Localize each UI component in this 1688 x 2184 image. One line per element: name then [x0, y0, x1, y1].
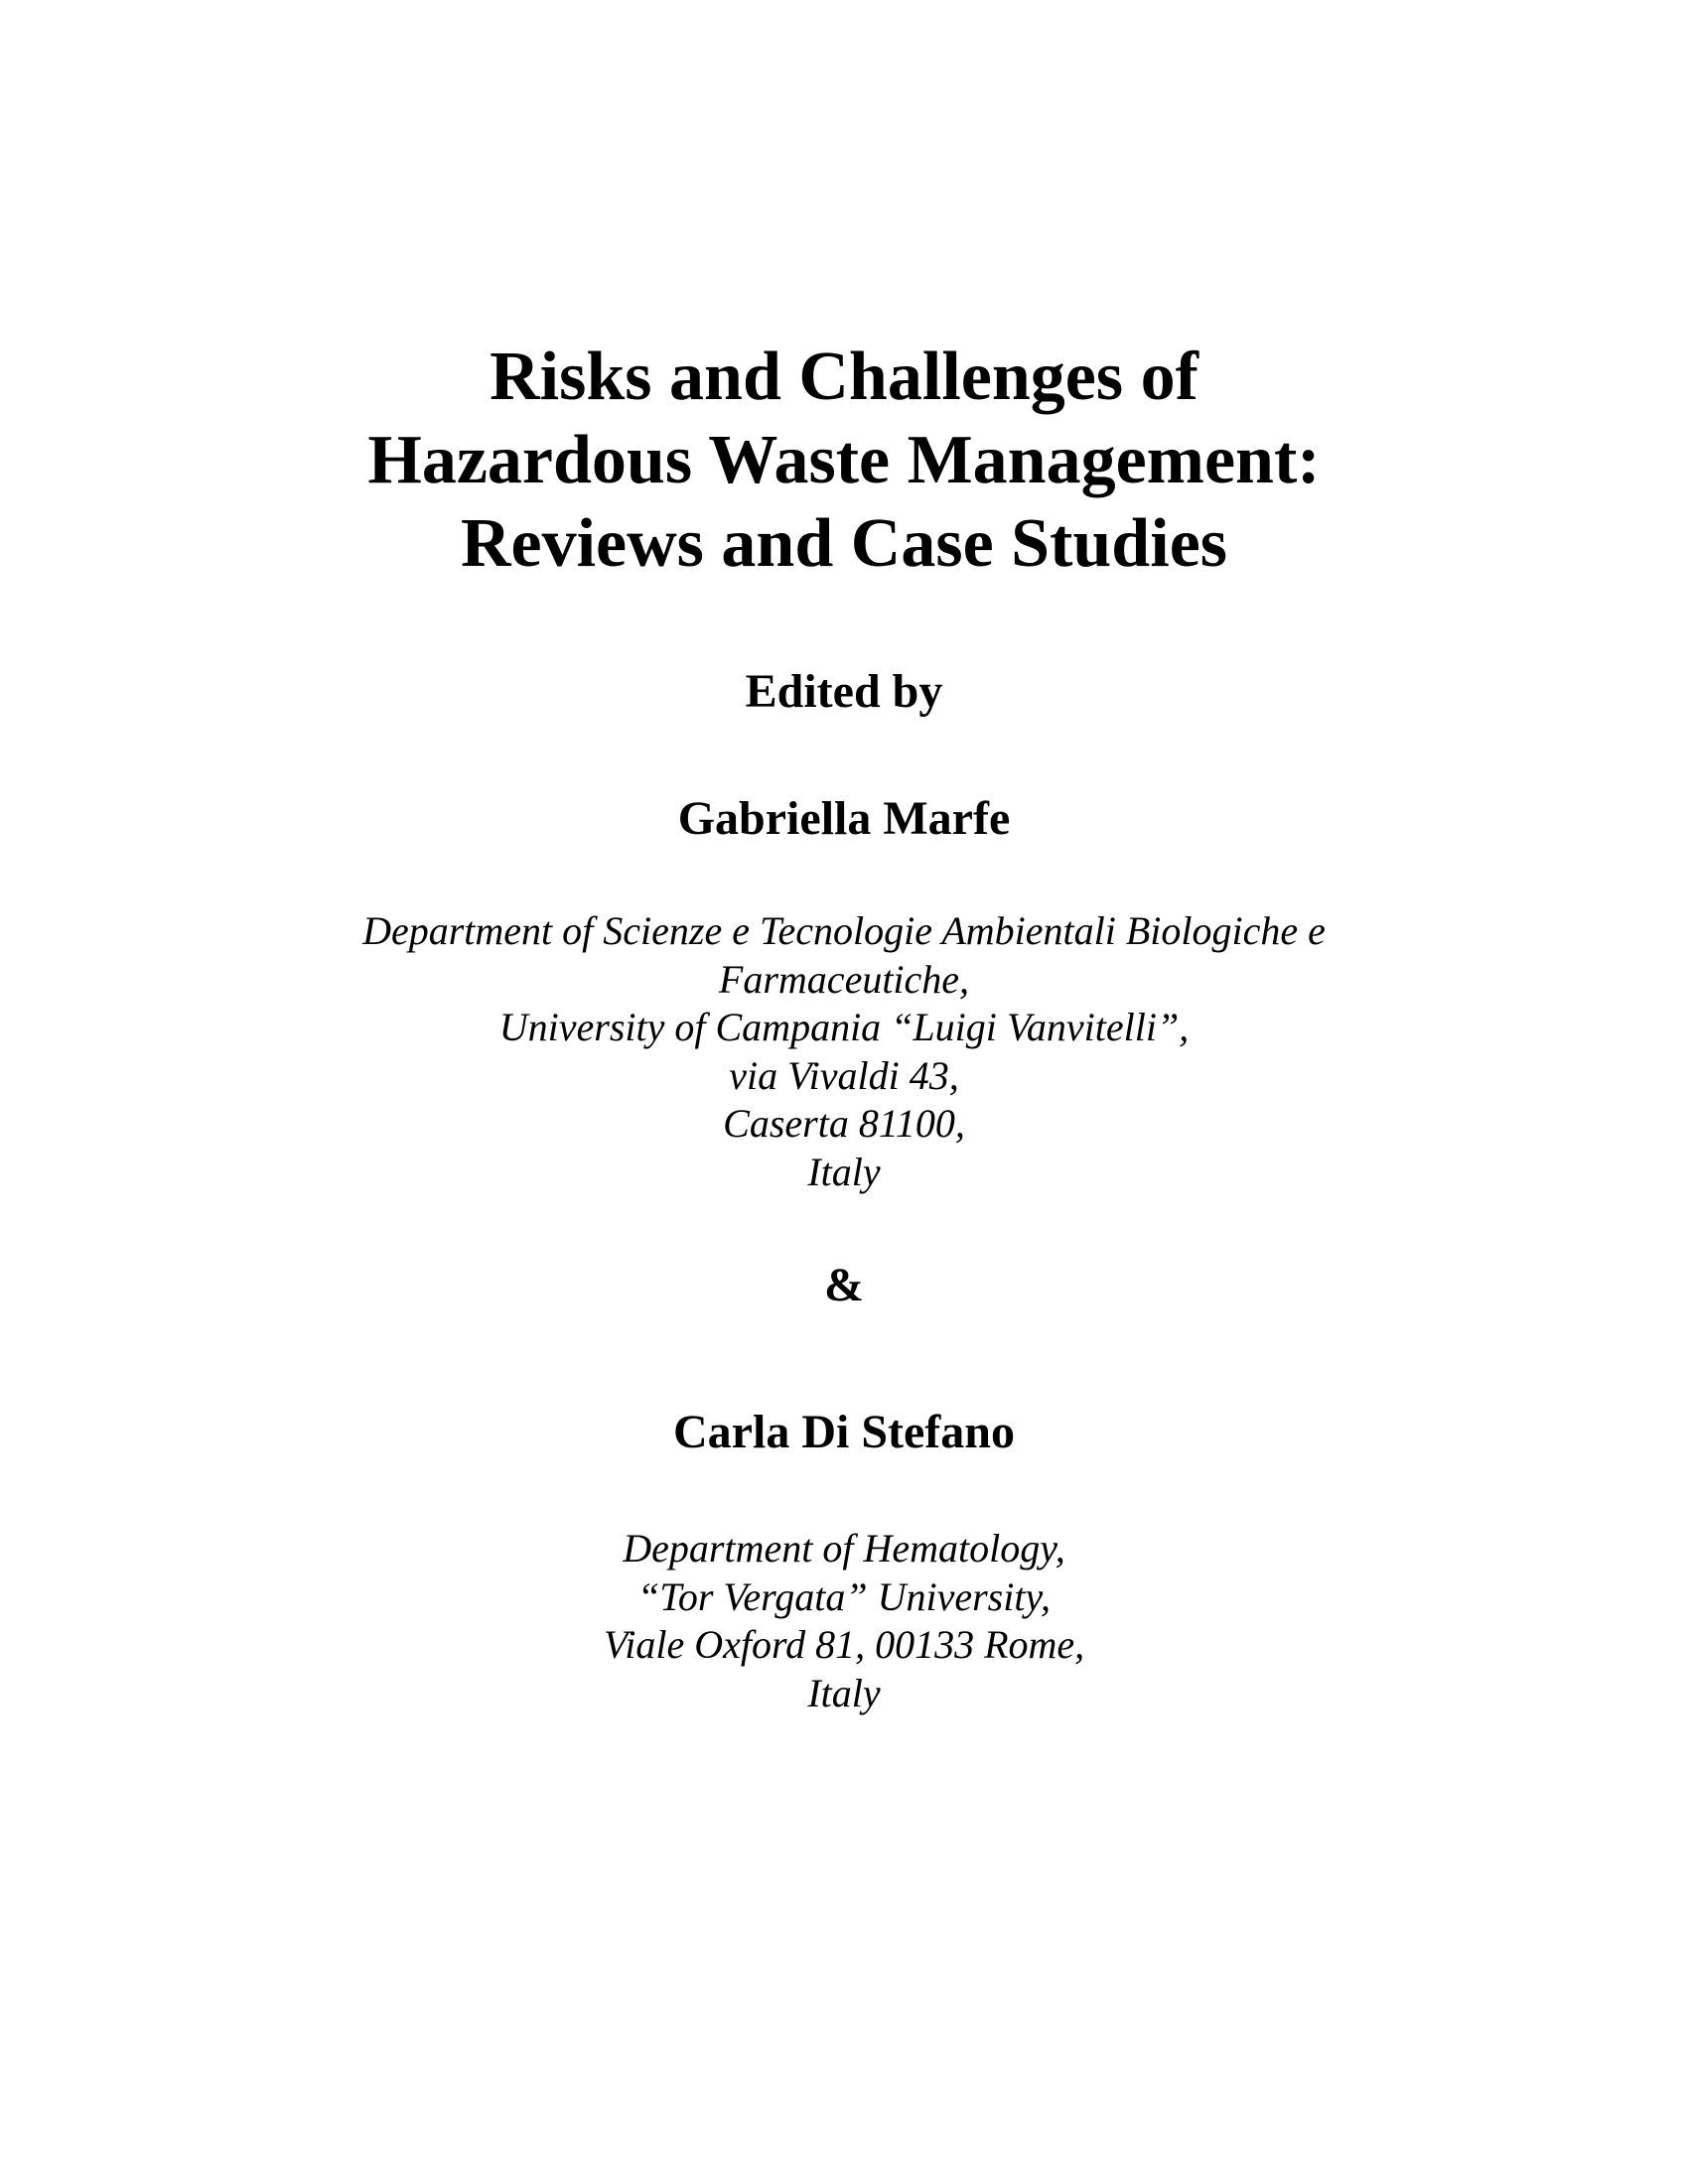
book-title-line: Risks and Challenges of — [490, 339, 1198, 415]
affiliation-line: Italy — [807, 1670, 881, 1715]
editor-separator: & — [824, 1259, 864, 1311]
affiliation-line: University of Campania “Luigi Vanvitelli”, — [498, 1005, 1190, 1049]
affiliation-line: “Tor Vergata” University, — [637, 1573, 1051, 1619]
affiliation-line: Department of Scienze e Tecnologie Ambientali Biologiche e — [362, 908, 1326, 953]
editor-affiliation-second — [0, 1525, 1688, 1717]
edited-by-label: Edited by — [745, 665, 943, 718]
affiliation-line: Viale Oxford 81, 00133 Rome, — [603, 1622, 1085, 1667]
affiliation-line: Italy — [807, 1149, 881, 1194]
affiliation-line: Caserta 81100, — [723, 1101, 965, 1146]
editor-name-second: Carla Di Stefano — [673, 1406, 1015, 1458]
editor-name-first: Gabriella Marfe — [677, 792, 1011, 845]
book-title-line: Reviews and Case Studies — [460, 505, 1228, 582]
book-title — [0, 336, 1688, 586]
editor-affiliation-first — [0, 907, 1688, 1196]
affiliation-line: Farmaceutiche, — [718, 956, 970, 1002]
affiliation-line: via Vivaldi 43, — [729, 1052, 959, 1098]
affiliation-line: Department of Hematology, — [623, 1526, 1065, 1570]
book-title-line: Hazardous Waste Management: — [367, 422, 1321, 498]
